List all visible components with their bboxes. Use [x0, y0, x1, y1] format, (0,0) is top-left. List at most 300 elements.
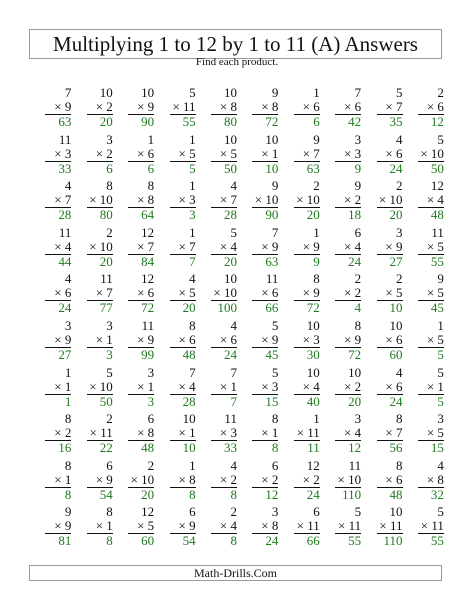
- page-title: Multiplying 1 to 12 by 1 to 11 (A) Answers: [53, 31, 418, 56]
- product-answer: 4: [354, 300, 362, 316]
- problem: [278, 318, 319, 365]
- multiplier: [213, 285, 237, 300]
- product-answer: 15: [430, 440, 444, 456]
- multiplier: [303, 332, 320, 347]
- problem: [113, 411, 154, 458]
- multiplier: [385, 425, 402, 440]
- product-answer: 24: [223, 346, 237, 362]
- multiplier-value: 10: [99, 192, 113, 208]
- times-symbol: ×: [344, 378, 352, 394]
- problem: [403, 411, 444, 458]
- times-symbol: ×: [261, 99, 269, 114]
- multiplicand: 11: [141, 317, 155, 333]
- product-answer: 12: [348, 440, 362, 456]
- multiplier: [385, 99, 402, 114]
- product-answer: 44: [58, 253, 72, 269]
- times-symbol: ×: [219, 378, 228, 394]
- multiplier: [427, 425, 444, 440]
- multiplier: [344, 239, 361, 254]
- times-symbol: ×: [137, 145, 145, 161]
- multiplicand: 6: [313, 504, 320, 520]
- multiplier-value: 9: [64, 331, 72, 347]
- product-answer: 63: [265, 253, 279, 269]
- times-symbol: ×: [385, 425, 393, 441]
- multiplier-value: 8: [437, 471, 444, 487]
- times-symbol: ×: [426, 285, 435, 301]
- multiplier-value: 8: [189, 471, 196, 487]
- times-symbol: ×: [54, 331, 62, 347]
- multiplicand: 5: [437, 131, 444, 147]
- product-answer: 55: [430, 533, 444, 549]
- times-symbol: ×: [54, 238, 62, 254]
- product-answer: 20: [389, 207, 403, 223]
- multiplier-value: 6: [189, 331, 196, 347]
- multiplier-value: 8: [271, 99, 279, 114]
- multiplicand: 6: [147, 411, 155, 427]
- problem: [403, 85, 444, 132]
- multiplicand: 11: [224, 411, 237, 427]
- problem: [403, 458, 444, 505]
- times-symbol: ×: [385, 331, 393, 347]
- multiplicand: 4: [230, 457, 237, 473]
- multiplier: [303, 285, 320, 300]
- multiplier-value: 8: [230, 99, 237, 114]
- multiplier-value: 6: [147, 285, 155, 301]
- problem: [278, 458, 319, 505]
- times-symbol: ×: [137, 425, 145, 441]
- product-answer: 24: [265, 533, 279, 549]
- multiplier-value: 1: [271, 425, 279, 441]
- multiplicand: 9: [437, 271, 444, 287]
- multiplier-value: 7: [189, 238, 196, 254]
- product-answer: 15: [265, 393, 279, 409]
- times-symbol: ×: [302, 145, 310, 161]
- product-answer: 72: [141, 300, 155, 316]
- problem: [113, 318, 154, 365]
- multiplicand: 11: [58, 224, 72, 240]
- multiplicand: 2: [313, 178, 320, 194]
- times-symbol: ×: [261, 471, 269, 487]
- multiplier-value: 8: [147, 425, 155, 441]
- multiplier: [96, 99, 113, 114]
- problem: [237, 225, 278, 272]
- multiplicand: 2: [106, 224, 113, 240]
- multiplier-value: 4: [64, 238, 72, 254]
- product-answer: 20: [306, 207, 320, 223]
- multiplicand: 2: [437, 85, 444, 100]
- multiplier: [54, 379, 71, 394]
- problem: [237, 178, 278, 225]
- multiplier: [131, 472, 155, 487]
- multiplier-value: 6: [396, 378, 403, 394]
- problem: [196, 271, 237, 318]
- problem: [30, 411, 71, 458]
- times-symbol: ×: [261, 331, 269, 347]
- multiplicand: 1: [189, 178, 196, 194]
- problem: [71, 365, 112, 412]
- multiplicand: 5: [437, 364, 444, 380]
- times-symbol: ×: [426, 331, 435, 347]
- multiplier: [427, 332, 444, 347]
- product-answer: 28: [182, 393, 196, 409]
- multiplier-value: 10: [430, 145, 444, 161]
- instructions: Find each product.: [195, 56, 279, 68]
- times-symbol: ×: [95, 471, 104, 487]
- multiplicand: 5: [437, 504, 444, 520]
- times-symbol: ×: [302, 331, 310, 347]
- multiplier-value: 4: [354, 238, 362, 254]
- multiplier: [427, 285, 444, 300]
- multiplier-value: 7: [396, 99, 403, 114]
- multiplier-value: 6: [271, 285, 279, 301]
- product-answer: 48: [389, 486, 403, 502]
- times-symbol: ×: [178, 192, 186, 208]
- multiplier-value: 5: [396, 285, 403, 301]
- times-symbol: ×: [137, 331, 145, 347]
- multiplier-value: 4: [230, 238, 237, 254]
- times-symbol: ×: [89, 238, 97, 254]
- multiplier: [261, 99, 278, 114]
- times-symbol: ×: [95, 285, 104, 301]
- multiplier-value: 5: [189, 285, 196, 301]
- multiplier-value: 6: [437, 99, 444, 114]
- product-answer: 8: [106, 533, 113, 549]
- times-symbol: ×: [385, 471, 393, 487]
- product-answer: 8: [189, 486, 196, 502]
- multiplier: [379, 192, 403, 207]
- product-answer: 8: [230, 533, 237, 549]
- multiplier-value: 2: [313, 471, 320, 487]
- multiplier-value: 1: [64, 378, 72, 394]
- multiplier: [178, 518, 195, 533]
- problem: [113, 365, 154, 412]
- multiplier-value: 2: [354, 192, 362, 208]
- multiplier: [261, 379, 278, 394]
- times-symbol: ×: [261, 145, 269, 161]
- multiplicand: 4: [64, 178, 72, 194]
- times-symbol: ×: [385, 285, 393, 301]
- times-symbol: ×: [385, 99, 393, 114]
- times-symbol: ×: [426, 425, 435, 441]
- multiplier: [137, 332, 154, 347]
- multiplicand: 11: [265, 271, 279, 287]
- multiplicand: 3: [271, 504, 279, 520]
- multiplier: [427, 239, 444, 254]
- times-symbol: ×: [178, 518, 186, 534]
- multiplier: [220, 239, 237, 254]
- multiplicand: 3: [64, 317, 72, 333]
- multiplier: [137, 425, 154, 440]
- problem: [154, 85, 195, 132]
- times-symbol: ×: [338, 518, 346, 534]
- multiplier-value: 9: [396, 238, 403, 254]
- multiplicand: 4: [396, 131, 403, 147]
- multiplicand: 8: [64, 457, 72, 473]
- multiplier-value: 4: [189, 378, 196, 394]
- problem: [403, 178, 444, 225]
- multiplier: [220, 146, 237, 161]
- times-symbol: ×: [54, 192, 62, 208]
- multiplier: [303, 99, 320, 114]
- times-symbol: ×: [137, 518, 145, 534]
- multiplicand: 11: [100, 271, 113, 287]
- multiplicand: 10: [306, 317, 320, 333]
- multiplier-value: 9: [313, 285, 320, 301]
- multiplier-value: 11: [348, 518, 362, 534]
- multiplier: [137, 285, 154, 300]
- problem: [320, 318, 361, 365]
- multiplicand: 9: [354, 178, 362, 194]
- multiplier: [96, 472, 113, 487]
- multiplier-value: 1: [271, 145, 279, 161]
- problem: [403, 318, 444, 365]
- problem: [403, 504, 444, 551]
- multiplier-value: 3: [230, 425, 237, 441]
- product-answer: 16: [58, 440, 72, 456]
- times-symbol: ×: [219, 471, 228, 487]
- times-symbol: ×: [344, 192, 352, 208]
- problem: [361, 411, 402, 458]
- problem: [30, 85, 71, 132]
- multiplier: [137, 99, 154, 114]
- multiplier: [385, 239, 402, 254]
- product-answer: 48: [182, 346, 196, 362]
- multiplier-value: 10: [99, 238, 113, 254]
- multiplicand: 1: [189, 224, 196, 240]
- problem: [30, 271, 71, 318]
- times-symbol: ×: [261, 238, 269, 254]
- multiplier-value: 4: [230, 518, 237, 534]
- multiplier-value: 9: [189, 518, 196, 534]
- product-answer: 80: [99, 207, 113, 223]
- multiplier: [96, 332, 113, 347]
- problem: [237, 458, 278, 505]
- multiplier-value: 7: [64, 192, 72, 208]
- product-answer: 20: [182, 300, 196, 316]
- problem: [361, 178, 402, 225]
- multiplier-value: 2: [230, 471, 237, 487]
- product-answer: 55: [348, 533, 362, 549]
- multiplier-value: 11: [100, 425, 113, 441]
- multiplier: [54, 239, 71, 254]
- problem: [154, 504, 195, 551]
- times-symbol: ×: [178, 238, 186, 254]
- multiplier: [303, 472, 320, 487]
- multiplier: [54, 285, 71, 300]
- multiplier: [427, 379, 444, 394]
- times-symbol: ×: [178, 378, 186, 394]
- multiplier-value: 6: [147, 145, 155, 161]
- multiplier-value: 6: [313, 99, 320, 114]
- multiplier-value: 6: [354, 99, 362, 114]
- multiplicand: 5: [354, 504, 362, 520]
- times-symbol: ×: [296, 425, 304, 441]
- times-symbol: ×: [379, 518, 387, 534]
- multiplicand: 6: [189, 504, 196, 520]
- multiplier: [54, 425, 71, 440]
- multiplier-value: 10: [389, 192, 403, 208]
- multiplier: [137, 379, 154, 394]
- multiplier: [220, 99, 237, 114]
- multiplicand: 8: [106, 178, 113, 194]
- times-symbol: ×: [426, 378, 435, 394]
- product-answer: 32: [430, 486, 444, 502]
- times-symbol: ×: [378, 192, 387, 208]
- problem: [278, 365, 319, 412]
- multiplier: [303, 146, 320, 161]
- multiplier-value: 5: [147, 518, 155, 534]
- multiplier: [96, 285, 113, 300]
- product-answer: 6: [147, 160, 155, 176]
- multiplier-value: 1: [230, 378, 237, 394]
- multiplier-value: 4: [437, 192, 444, 208]
- product-answer: 80: [223, 114, 237, 129]
- times-symbol: ×: [89, 192, 97, 208]
- problem: [71, 271, 112, 318]
- multiplier: [261, 239, 278, 254]
- multiplier: [427, 472, 444, 487]
- product-answer: 63: [58, 114, 72, 129]
- times-symbol: ×: [302, 238, 310, 254]
- multiplier: [220, 472, 237, 487]
- problem: [71, 458, 112, 505]
- times-symbol: ×: [213, 285, 221, 301]
- times-symbol: ×: [219, 145, 228, 161]
- times-symbol: ×: [54, 99, 62, 114]
- problem: [403, 271, 444, 318]
- multiplicand: 1: [313, 224, 320, 240]
- multiplier-value: 7: [396, 425, 403, 441]
- times-symbol: ×: [178, 145, 186, 161]
- problem: [278, 271, 319, 318]
- multiplier: [220, 332, 237, 347]
- problem: [113, 178, 154, 225]
- multiplicand: 12: [141, 224, 155, 240]
- multiplicand: 4: [437, 457, 444, 473]
- problem: [278, 85, 319, 132]
- problem: [196, 411, 237, 458]
- product-answer: 110: [342, 486, 362, 502]
- problem: [403, 365, 444, 412]
- multiplier: [261, 472, 278, 487]
- problem: [196, 225, 237, 272]
- multiplier: [303, 379, 320, 394]
- multiplicand: 6: [106, 457, 113, 473]
- product-answer: 8: [271, 440, 279, 456]
- problem: [154, 411, 195, 458]
- multiplier: [89, 379, 113, 394]
- times-symbol: ×: [54, 285, 62, 301]
- multiplier-value: 11: [389, 518, 403, 534]
- times-symbol: ×: [137, 285, 145, 301]
- multiplier: [261, 518, 278, 533]
- times-symbol: ×: [261, 518, 269, 534]
- problem: [154, 458, 195, 505]
- problem: [71, 132, 112, 179]
- product-answer: 24: [389, 160, 403, 176]
- problem: [237, 504, 278, 551]
- multiplier-value: 3: [189, 192, 196, 208]
- product-answer: 72: [306, 300, 320, 316]
- product-answer: 10: [389, 300, 403, 316]
- multiplier-value: 1: [147, 378, 155, 394]
- multiplicand: 4: [64, 271, 72, 287]
- times-symbol: ×: [344, 425, 352, 441]
- multiplicand: 8: [64, 411, 72, 427]
- multiplier-value: 5: [437, 238, 444, 254]
- problem: [196, 85, 237, 132]
- product-answer: 84: [141, 253, 155, 269]
- multiplicand: 9: [313, 131, 320, 147]
- multiplier-value: 2: [354, 378, 362, 394]
- multiplier-value: 6: [396, 471, 403, 487]
- product-answer: 24: [58, 300, 72, 316]
- times-symbol: ×: [95, 331, 104, 347]
- product-answer: 77: [99, 300, 113, 316]
- multiplicand: 12: [430, 178, 444, 194]
- product-answer: 3: [189, 207, 196, 223]
- times-symbol: ×: [219, 331, 228, 347]
- times-symbol: ×: [426, 238, 435, 254]
- multiplier: [178, 285, 195, 300]
- multiplier: [344, 332, 361, 347]
- times-symbol: ×: [95, 99, 104, 114]
- multiplier: [220, 379, 237, 394]
- multiplier: [54, 192, 71, 207]
- problem: [403, 225, 444, 272]
- multiplier: [297, 518, 320, 533]
- problem: [196, 504, 237, 551]
- times-symbol: ×: [54, 145, 62, 161]
- problem: [196, 458, 237, 505]
- multiplier-value: 7: [106, 285, 113, 301]
- problem: [71, 504, 112, 551]
- times-symbol: ×: [178, 425, 186, 441]
- multiplier: [344, 192, 361, 207]
- problem: [30, 504, 71, 551]
- times-symbol: ×: [302, 471, 310, 487]
- product-answer: 20: [99, 253, 113, 269]
- multiplier-value: 5: [189, 145, 196, 161]
- multiplicand: 10: [141, 85, 155, 100]
- product-answer: 48: [141, 440, 155, 456]
- problem: [196, 365, 237, 412]
- multiplier-value: 10: [348, 471, 362, 487]
- multiplier-value: 3: [313, 331, 320, 347]
- problem: [278, 504, 319, 551]
- problem: [113, 225, 154, 272]
- multiplicand: 11: [348, 457, 362, 473]
- multiplier: [54, 146, 71, 161]
- multiplier-value: 7: [147, 238, 155, 254]
- times-symbol: ×: [385, 145, 393, 161]
- multiplicand: 8: [396, 457, 403, 473]
- problem: [30, 132, 71, 179]
- problem-grid: [30, 85, 444, 551]
- problem: [196, 178, 237, 225]
- product-answer: 64: [141, 207, 155, 223]
- multiplier: [344, 379, 361, 394]
- product-answer: 3: [147, 393, 155, 409]
- multiplier: [385, 379, 402, 394]
- multiplicand: 10: [348, 364, 362, 380]
- multiplicand: 12: [141, 504, 155, 520]
- problem: [320, 178, 361, 225]
- times-symbol: ×: [302, 99, 310, 114]
- product-answer: 60: [141, 533, 155, 549]
- multiplicand: 6: [271, 457, 279, 473]
- multiplier: [303, 239, 320, 254]
